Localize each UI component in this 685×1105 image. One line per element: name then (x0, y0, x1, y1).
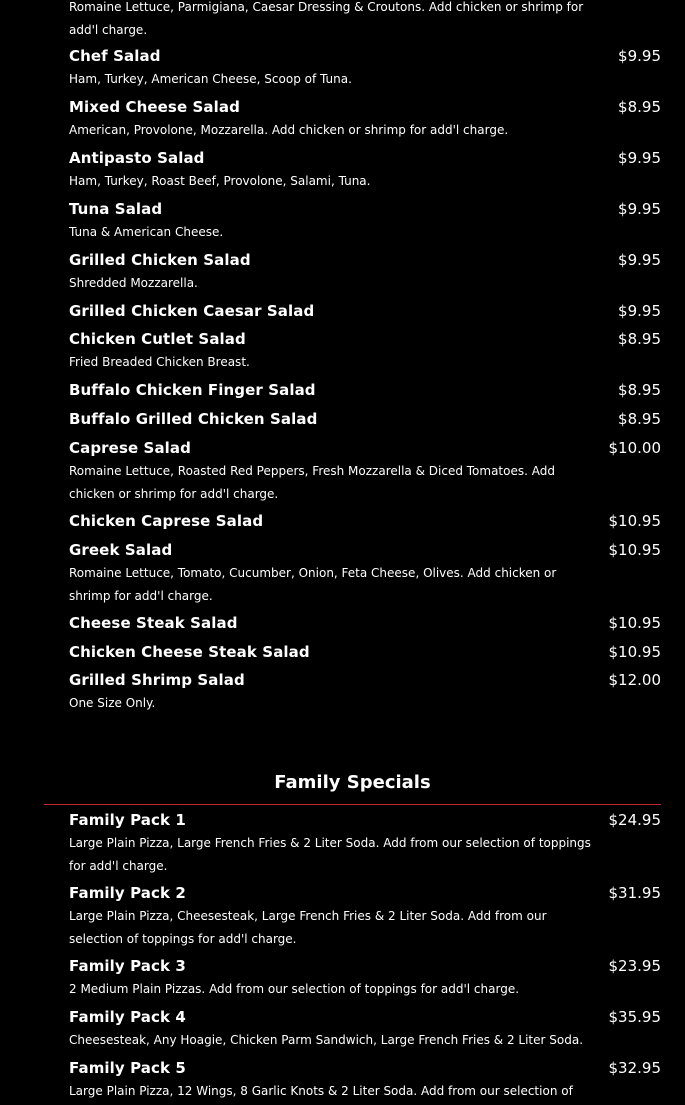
menu-item[interactable] (0, 199, 685, 244)
menu-item-description: Tuna & American Cheese. (69, 225, 224, 239)
menu-item-price: $10.95 (608, 643, 661, 661)
menu-item-price: $23.95 (608, 957, 661, 975)
menu-item-name: Chicken Cutlet Salad (69, 330, 246, 348)
menu-item-name: Buffalo Chicken Finger Salad (69, 381, 316, 399)
menu-item-price: $8.95 (618, 381, 661, 399)
menu-item-name: Grilled Chicken Caesar Salad (69, 302, 315, 320)
menu-item-price: $8.95 (618, 98, 661, 116)
menu-item[interactable] (0, 329, 685, 374)
menu-item-name: Cheese Steak Salad (69, 614, 238, 632)
menu-item-name: Family Pack 2 (69, 884, 186, 902)
menu-item-price: $32.95 (608, 1059, 661, 1077)
menu-item-description: One Size Only. (69, 696, 156, 710)
section-divider (44, 804, 661, 805)
menu-item-name: Grilled Chicken Salad (69, 251, 251, 269)
menu-item[interactable] (0, 380, 685, 401)
menu-item-description: Shredded Mozzarella. (69, 276, 198, 290)
menu-item-description: Ham, Turkey, Roast Beef, Provolone, Salami, Tuna. (69, 174, 371, 188)
menu-item-price: $10.95 (608, 541, 661, 559)
menu-item-price: $9.95 (618, 149, 661, 167)
section-title: Family Specials (274, 772, 431, 793)
menu-item[interactable] (0, 148, 685, 193)
menu-item-price: $9.95 (618, 302, 661, 320)
menu-item-price: $9.95 (618, 200, 661, 218)
menu-item-name: Family Pack 3 (69, 957, 186, 975)
menu-item-name: Family Pack 5 (69, 1059, 186, 1077)
menu-item[interactable] (0, 540, 685, 608)
menu-item-description: Large Plain Pizza, Cheesesteak, Large French Fries & 2 Liter Soda. Add from our selection of toppings for add'l charge. (69, 909, 547, 946)
menu-item[interactable] (0, 250, 685, 295)
menu-item[interactable] (0, 301, 685, 322)
menu-item[interactable] (0, 1007, 685, 1052)
menu-item-name: Buffalo Grilled Chicken Salad (69, 410, 318, 428)
menu-item[interactable] (0, 0, 685, 42)
menu-item-price: $10.00 (608, 439, 661, 457)
menu-item[interactable] (0, 409, 685, 430)
menu-item-price: $35.95 (608, 1008, 661, 1026)
menu-item-price: $9.95 (618, 251, 661, 269)
menu-item-name: Antipasto Salad (69, 149, 205, 167)
menu-item-description: Romaine Lettuce, Parmigiana, Caesar Dressing & Croutons. Add chicken or shrimp for add'l charge. (69, 0, 584, 37)
menu-item-name: Tuna Salad (69, 200, 163, 218)
menu-item-name: Family Pack 1 (69, 811, 186, 829)
menu-item-description: Romaine Lettuce, Tomato, Cucumber, Onion, Feta Cheese, Olives. Add chicken or shrimp for add'l charge. (69, 566, 557, 603)
menu-item[interactable] (0, 810, 685, 878)
menu-item-description: Cheesesteak, Any Hoagie, Chicken Parm Sandwich, Large French Fries & 2 Liter Soda. (69, 1033, 584, 1047)
menu-item[interactable] (0, 883, 685, 951)
menu-item-price: $10.95 (608, 512, 661, 530)
menu-item[interactable] (0, 670, 685, 715)
menu-item-description: Large Plain Pizza, 12 Wings, 8 Garlic Knots & 2 Liter Soda. Add from our selection of (69, 1084, 573, 1098)
menu-item-name: Chicken Caprese Salad (69, 512, 264, 530)
menu-item-description: Large Plain Pizza, Large French Fries & 2 Liter Soda. Add from our selection of toppings for add'l charge. (69, 836, 591, 873)
menu-item-description: 2 Medium Plain Pizzas. Add from our selection of toppings for add'l charge. (69, 982, 520, 996)
menu-item-name: Caprese Salad (69, 439, 191, 457)
menu-item[interactable] (0, 438, 685, 506)
menu-item-price: $12.00 (608, 671, 661, 689)
menu-item-description: American, Provolone, Mozzarella. Add chicken or shrimp for add'l charge. (69, 123, 509, 137)
menu-item-name: Grilled Shrimp Salad (69, 671, 245, 689)
menu-item-name: Greek Salad (69, 541, 173, 559)
menu-item[interactable] (0, 613, 685, 634)
menu-item[interactable] (0, 97, 685, 142)
menu-item-price: $9.95 (618, 47, 661, 65)
menu-item-description: Fried Breaded Chicken Breast. (69, 355, 250, 369)
menu-item[interactable] (0, 46, 685, 91)
menu-item-description: Ham, Turkey, American Cheese, Scoop of Tuna. (69, 72, 352, 86)
menu-item-name: Family Pack 4 (69, 1008, 186, 1026)
menu-item[interactable] (0, 956, 685, 1001)
menu-item-price: $8.95 (618, 330, 661, 348)
menu-item-price: $31.95 (608, 884, 661, 902)
menu-item-description: Romaine Lettuce, Roasted Red Peppers, Fresh Mozzarella & Diced Tomatoes. Add chicken or shrimp for add'l charge. (69, 464, 555, 501)
menu-item-name: Chef Salad (69, 47, 161, 65)
menu-item[interactable] (0, 642, 685, 663)
menu-item-price: $24.95 (608, 811, 661, 829)
menu-item-name: Chicken Cheese Steak Salad (69, 643, 310, 661)
menu-item-name: Mixed Cheese Salad (69, 98, 240, 116)
menu-item-price: $8.95 (618, 410, 661, 428)
menu-item[interactable] (0, 511, 685, 532)
menu-item[interactable] (0, 1058, 685, 1103)
menu-item-price: $10.95 (608, 614, 661, 632)
